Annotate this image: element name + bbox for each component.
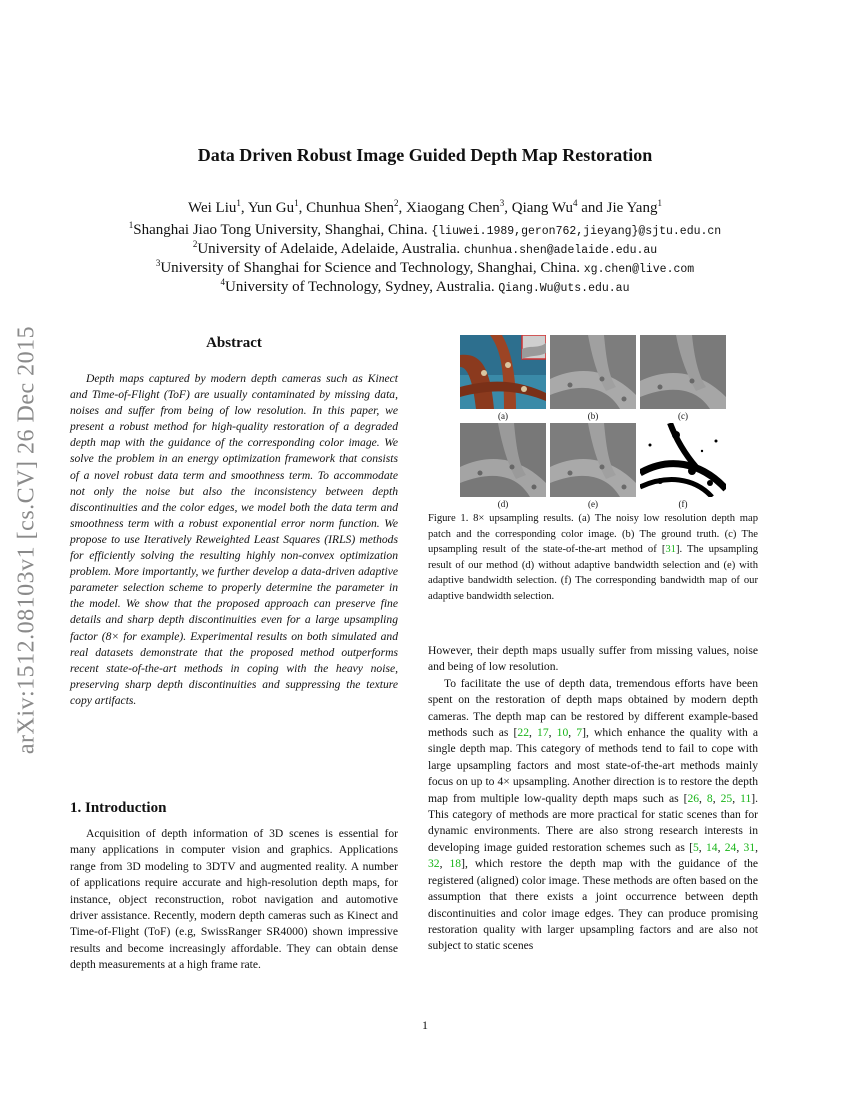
citation-link[interactable]: 25 xyxy=(720,791,733,805)
author: Jie Yang$^1$ xyxy=(606,198,662,216)
citation-link[interactable]: 14 xyxy=(705,840,718,854)
panel-label: (e) xyxy=(588,499,598,509)
author: Wei Liu$^1$ xyxy=(188,198,241,216)
abstract-text: Depth maps captured by modern depth cameras such as Kinect and Time-of-Flight (ToF) are usually contaminated by missing data, noises and suffer from being of low resolution. In this paper, we present a robust method for high-quality restoration of a degraded depth map with the guidance of the corresponding color image. We solve the problem in an energy optimization framework that consists of a novel robust data term and smoothness term. To accommodate not only the noise but also the inconsistency between depth discontinuities and the color edges, we model both the data term and smoothness term with a robust exponential error norm function. We propose to use Iteratively Reweighted Least Squares (IRLS) methods for efficiently solving the resulting highly non-convex optimization problem. More importantly, we further develop a data-driven adaptive parameter selection scheme to properly determine the parameter in the model. We show that the proposed approach can preserve fine details and sharp depth discontinuities even for a large upsampling factor (8× for example). Experimental results on both simulated and real datasets demonstrate that the proposed method outperforms recent state-of-the-art methods in coping with the heavy noise, preserving sharp depth discontinuities and suppressing the texture copy artifacts. xyxy=(70,372,398,707)
citation-link[interactable]: 26 xyxy=(687,791,700,805)
right-column-text xyxy=(428,643,758,955)
citation-link[interactable]: 32 xyxy=(428,857,440,871)
panel-label: (c) xyxy=(678,411,688,421)
abstract-heading: Abstract xyxy=(206,335,262,351)
email: {liuwei.1989,geron762,jieyang}@sjtu.edu.cn xyxy=(431,225,722,238)
figure-caption: Figure 1. 8× upsampling results. (a) The noisy low resolution depth map patch and the corresponding color image. (b) The ground truth. (c) The upsampling result of the state-of-the-art method of [31]. The upsampling result of our method (d) without adaptive bandwidth selection and (e) with adaptive bandwidth selection. (f) The corresponding bandwidth map of our adaptive bandwidth selection. xyxy=(428,513,759,602)
citation-link[interactable]: 31 xyxy=(743,840,756,854)
citation-link[interactable]: 8 xyxy=(706,791,713,805)
citation-link[interactable]: 22 xyxy=(517,726,530,740)
panel-b-image xyxy=(550,335,636,409)
panel-f-image xyxy=(640,423,726,497)
affiliation: $^3$University of Shanghai for Science and Technology, Shanghai, China. xg.chen@live.com xyxy=(155,258,695,276)
author: Chunhua Shen$^2$ xyxy=(306,198,399,216)
paper-title: Data Driven Robust Image Guided Depth Map Restoration xyxy=(197,145,653,165)
panel-a-image xyxy=(460,335,546,409)
panel-c-image xyxy=(640,335,726,409)
citation-link[interactable]: 10 xyxy=(556,726,569,740)
citation-link[interactable]: 7 xyxy=(576,726,583,740)
affiliation: $^2$University of Adelaide, Adelaide, Australia. chunhua.shen@adelaide.edu.au xyxy=(192,239,658,257)
paragraph: However, their depth maps usually suffer from missing values, noise and being of low resolution. xyxy=(428,644,758,674)
panel-e-image xyxy=(550,423,636,497)
citation-link[interactable]: 24 xyxy=(724,840,737,854)
author: Yun Gu$^1$ xyxy=(247,198,299,216)
citation-link[interactable]: 31 xyxy=(665,544,676,556)
panel-label: (a) xyxy=(498,411,508,421)
introduction-heading: 1. Introduction xyxy=(70,800,167,816)
author: Qiang Wu$^4$ xyxy=(511,198,578,216)
affiliation: $^4$University of Technology, Sydney, Australia. Qiang.Wu@uts.edu.au xyxy=(220,277,630,295)
citation-link[interactable]: 11 xyxy=(740,791,752,805)
citation-link[interactable]: 5 xyxy=(692,840,699,854)
arxiv-side-identifier xyxy=(8,290,46,790)
affiliation: $^1$Shanghai Jiao Tong University, Shanghai, China. {liuwei.1989,geron762,jieyang}@sjtu.edu.cn xyxy=(128,220,722,238)
panel-label: (b) xyxy=(587,411,599,421)
author: Xiaogang Chen$^3$ xyxy=(406,198,505,216)
email: Qiang.Wu@uts.edu.au xyxy=(498,282,630,295)
citation-link[interactable]: 17 xyxy=(537,726,549,740)
arxiv-id-text: arXiv:1512.08103v1 [cs.CV] 26 Dec 2015 xyxy=(13,325,40,755)
figure-1 xyxy=(460,335,760,510)
page-number: 1 xyxy=(422,1018,428,1032)
panel-label: (d) xyxy=(497,499,509,509)
author-list: Wei Liu$^1$, Yun Gu$^1$, Chunhua Shen$^2$, Xiaogang Chen$^3$, Qiang Wu$^4$ and Jie Yang$^1$ xyxy=(188,198,662,216)
panel-label: (f) xyxy=(678,499,688,509)
paragraph: To facilitate the use of depth data, tremendous efforts have been spent on the restoration of depth maps obtained by modern depth cameras. The depth map can be restored by different example-based methods such as [22, 17, 10, 7], which enhance the quality with a single depth map. This category of methods tend to fail to cope with large upsampling factors and most state-of-the-art methods mainly focus on up to 4× upsampling. Another direction is to restore the depth map from multiple low-quality depth maps such as [26, 8, 25, 11]. This category of methods are more practical for static scenes than for dynamic environments. There are also strong research interests in developing image guided restoration schemes such as [5, 14, 24, 31, 32, 18], which restore the depth map with the guidance of the registered (aligned) color image. These methods are often based on the assumption that there exists a joint occurrence between depth discontinuities and color image edges. They can produce promising restoration quality with larger upsampling factors and are also not subject to static scenes xyxy=(428,676,759,953)
email: chunhua.shen@adelaide.edu.au xyxy=(463,244,658,257)
introduction-text: Acquisition of depth information of 3D scenes is essential for many applications in computer vision and graphics. Applications range from 3D modeling to 3DTV and augmented reality. A number of applications require accurate and high-resolution depth maps, for instance, object reconstruction, robot navigation and automotive driver assistance. Recently, modern depth cameras such as Kinect and Time-of-Flight (ToF) (e.g, SwissRanger SR4000) shown impressive results and become increasingly affordable. They can obtain dense depth measurements at a high frame rate. xyxy=(70,827,398,972)
panel-d-image xyxy=(460,423,546,497)
email: xg.chen@live.com xyxy=(583,263,695,276)
citation-link[interactable]: 18 xyxy=(449,857,462,871)
